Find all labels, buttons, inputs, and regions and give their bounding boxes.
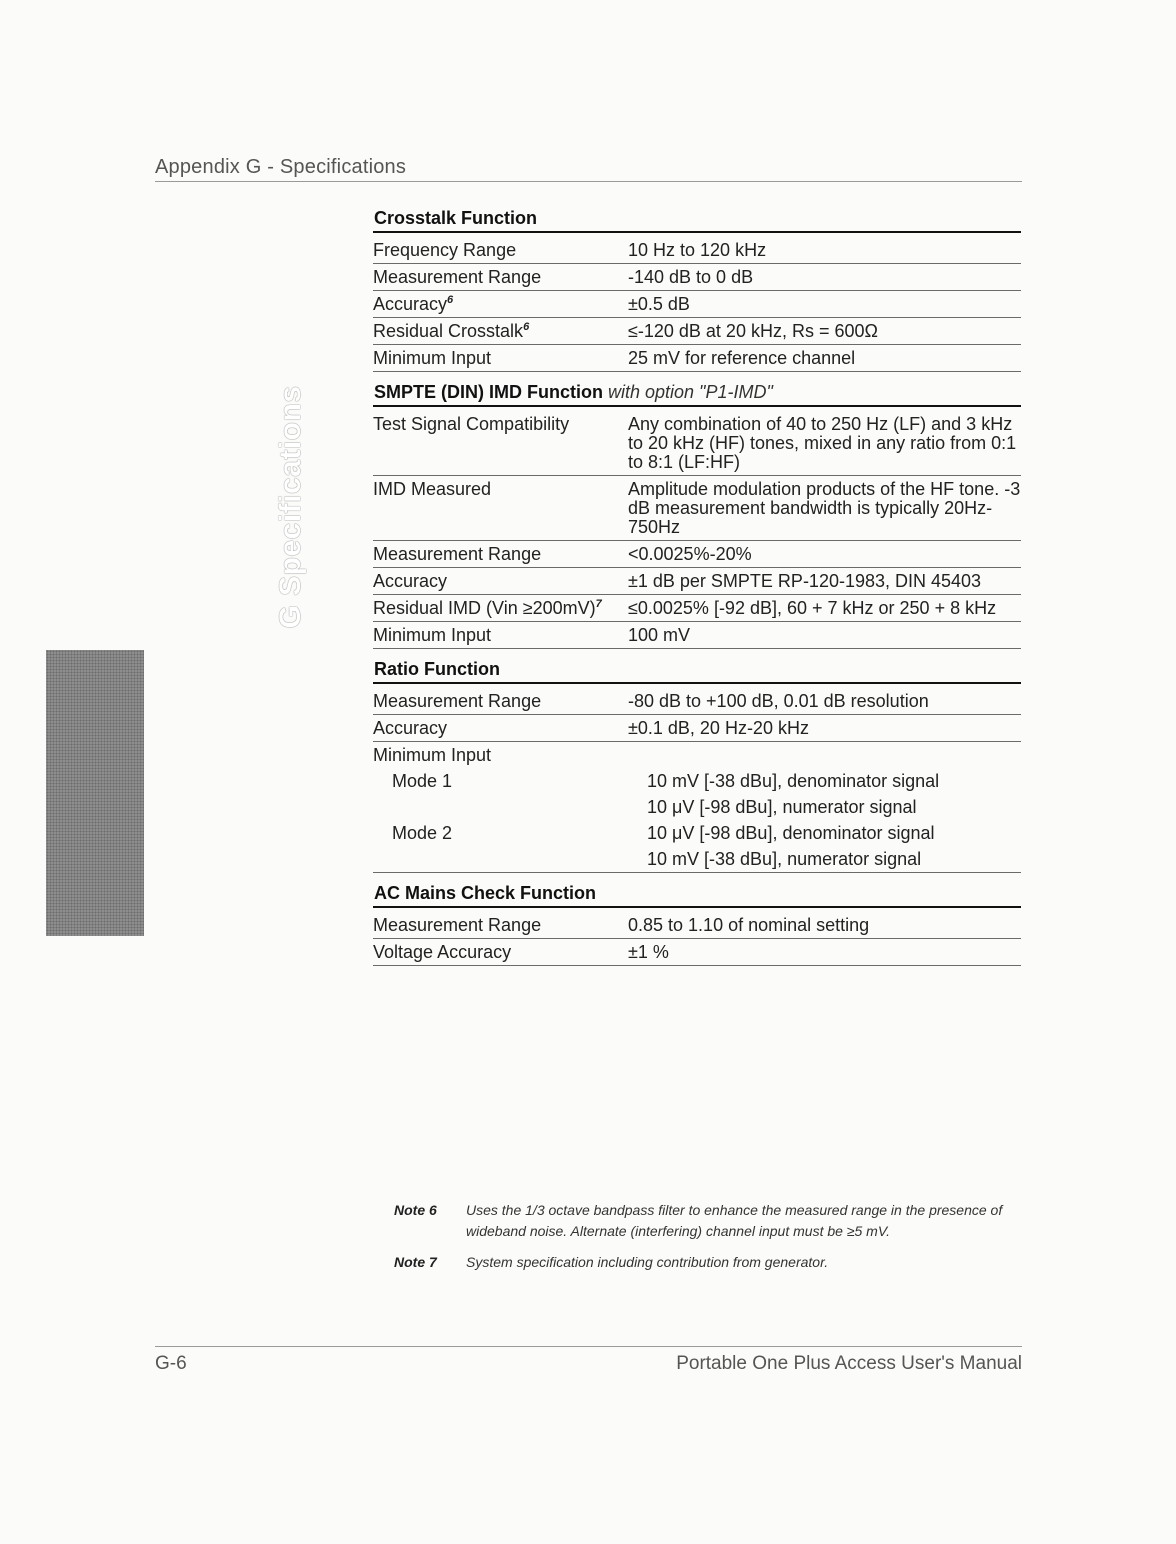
spec-label: Minimum Input — [373, 348, 492, 368]
spec-row — [373, 318, 1021, 345]
spec-label-cell — [373, 322, 628, 341]
spec-value: 10 μV [-98 dBu], denominator signal — [647, 823, 935, 843]
spec-value: 10 mV [-38 dBu], denominator signal — [647, 771, 940, 791]
spec-label: Accuracy — [373, 718, 448, 738]
spec-row — [373, 291, 1021, 318]
section-option: with option "P1-IMD" — [608, 382, 773, 402]
spec-label: Measurement Range — [373, 267, 542, 287]
spec-label: Voltage Accuracy — [373, 942, 512, 962]
spec-value: 10 Hz to 120 kHz — [628, 240, 767, 260]
spec-label: Accuracy — [373, 294, 448, 314]
spec-value: ±1 dB per SMPTE RP-120-1983, DIN 45403 — [628, 571, 982, 591]
spec-row — [373, 622, 1021, 649]
spec-value: 10 μV [-98 dBu], numerator signal — [647, 797, 917, 817]
section-title-smpte: SMPTE (DIN) IMD Function with option "P1-IMD" — [373, 380, 1021, 407]
page-header — [155, 156, 1022, 182]
spec-row — [373, 568, 1021, 595]
spec-value: 10 mV [-38 dBu], numerator signal — [647, 849, 922, 869]
spec-label: Accuracy — [373, 571, 448, 591]
spec-label: Residual Crosstalk — [373, 321, 524, 341]
footnote — [394, 1200, 1034, 1242]
spec-label: Mode 1 — [392, 771, 453, 791]
spec-label: Minimum Input — [373, 745, 492, 765]
spec-value — [628, 746, 1021, 765]
page-footer — [155, 1346, 1022, 1375]
spec-value: ±0.1 dB, 20 Hz-20 kHz — [628, 718, 809, 738]
spec-label: IMD Measured — [373, 479, 492, 499]
page-header-title: Appendix G - Specifications — [155, 156, 407, 178]
footnote — [394, 1252, 1034, 1273]
spec-label: Frequency Range — [373, 240, 517, 260]
spec-value: 25 mV for reference channel — [628, 348, 856, 368]
spec-row — [373, 541, 1021, 568]
spec-value: 0.85 to 1.10 of nominal setting — [628, 915, 870, 935]
chapter-side-tab-label: G Specifications — [274, 385, 307, 629]
spec-value: ≤-120 dB at 20 kHz, Rs = 600Ω — [628, 321, 878, 341]
spec-value: Any combination of 40 to 250 Hz (LF) and 3 kHz to 20 kHz (HF) tones, mixed in any ratio from 0:1 to 8:1 (LF:HF) — [628, 414, 1017, 472]
spec-row — [373, 264, 1021, 291]
spec-row — [373, 411, 1021, 476]
spec-row — [373, 476, 1021, 541]
spec-row — [373, 688, 1021, 715]
spec-label: Measurement Range — [373, 544, 542, 564]
chapter-side-tab — [46, 385, 307, 936]
footnotes — [394, 1200, 1034, 1283]
spec-value: ±1 % — [628, 942, 669, 962]
spec-value: ±0.5 dB — [628, 294, 690, 314]
spec-content — [373, 206, 1021, 966]
section-title-crosstalk: Crosstalk Function — [373, 206, 1021, 233]
section-title-ac-mains: AC Mains Check Function — [373, 881, 1021, 908]
page-number: G-6 — [155, 1353, 187, 1374]
spec-row — [373, 912, 1021, 939]
spec-row — [373, 595, 1021, 622]
footnote-ref: 7 — [595, 598, 602, 610]
spec-label: Measurement Range — [373, 915, 542, 935]
spec-row — [373, 345, 1021, 372]
spec-row — [373, 794, 1021, 820]
spec-label: Measurement Range — [373, 691, 542, 711]
spec-label: Residual IMD (Vin ≥200mV) — [373, 598, 596, 618]
section-title-ratio: Ratio Function — [373, 657, 1021, 684]
spec-row — [373, 768, 1021, 794]
footnote-text: Uses the 1/3 octave bandpass filter to enhance the measured range in the presence of wideband noise. Alternate (interfering) channel input must be ≥5 mV. — [466, 1202, 1003, 1239]
spec-row — [373, 237, 1021, 264]
footnote-label: Note 6 — [394, 1202, 437, 1218]
spec-label: Minimum Input — [373, 625, 492, 645]
spec-row — [373, 846, 1021, 873]
spec-value: <0.0025%-20% — [628, 544, 752, 564]
spec-label — [373, 798, 647, 817]
spec-label — [373, 850, 647, 869]
spec-row — [373, 715, 1021, 742]
footnote-label: Note 7 — [394, 1254, 437, 1270]
spec-value: 100 mV — [628, 625, 691, 645]
footnote-ref: 6 — [447, 294, 454, 306]
spec-label: Test Signal Compatibility — [373, 414, 570, 434]
spec-value: Amplitude modulation products of the HF tone. -3 dB measurement bandwidth is typically 20Hz-750Hz — [628, 479, 1021, 537]
footnote-ref: 6 — [523, 321, 530, 333]
footnote-text: System specification including contribution from generator. — [466, 1254, 829, 1270]
manual-title: Portable One Plus Access User's Manual — [676, 1353, 1022, 1374]
spec-label-cell — [373, 599, 628, 618]
spec-label: Mode 2 — [392, 823, 453, 843]
spec-row — [373, 742, 1021, 768]
spec-label-cell — [373, 295, 628, 314]
spec-value: ≤0.0025% [-92 dB], 60 + 7 kHz or 250 + 8 kHz — [628, 598, 997, 618]
spec-value: -80 dB to +100 dB, 0.01 dB resolution — [628, 691, 929, 711]
spec-row — [373, 939, 1021, 966]
spec-row — [373, 820, 1021, 846]
spec-value: -140 dB to 0 dB — [628, 267, 754, 287]
